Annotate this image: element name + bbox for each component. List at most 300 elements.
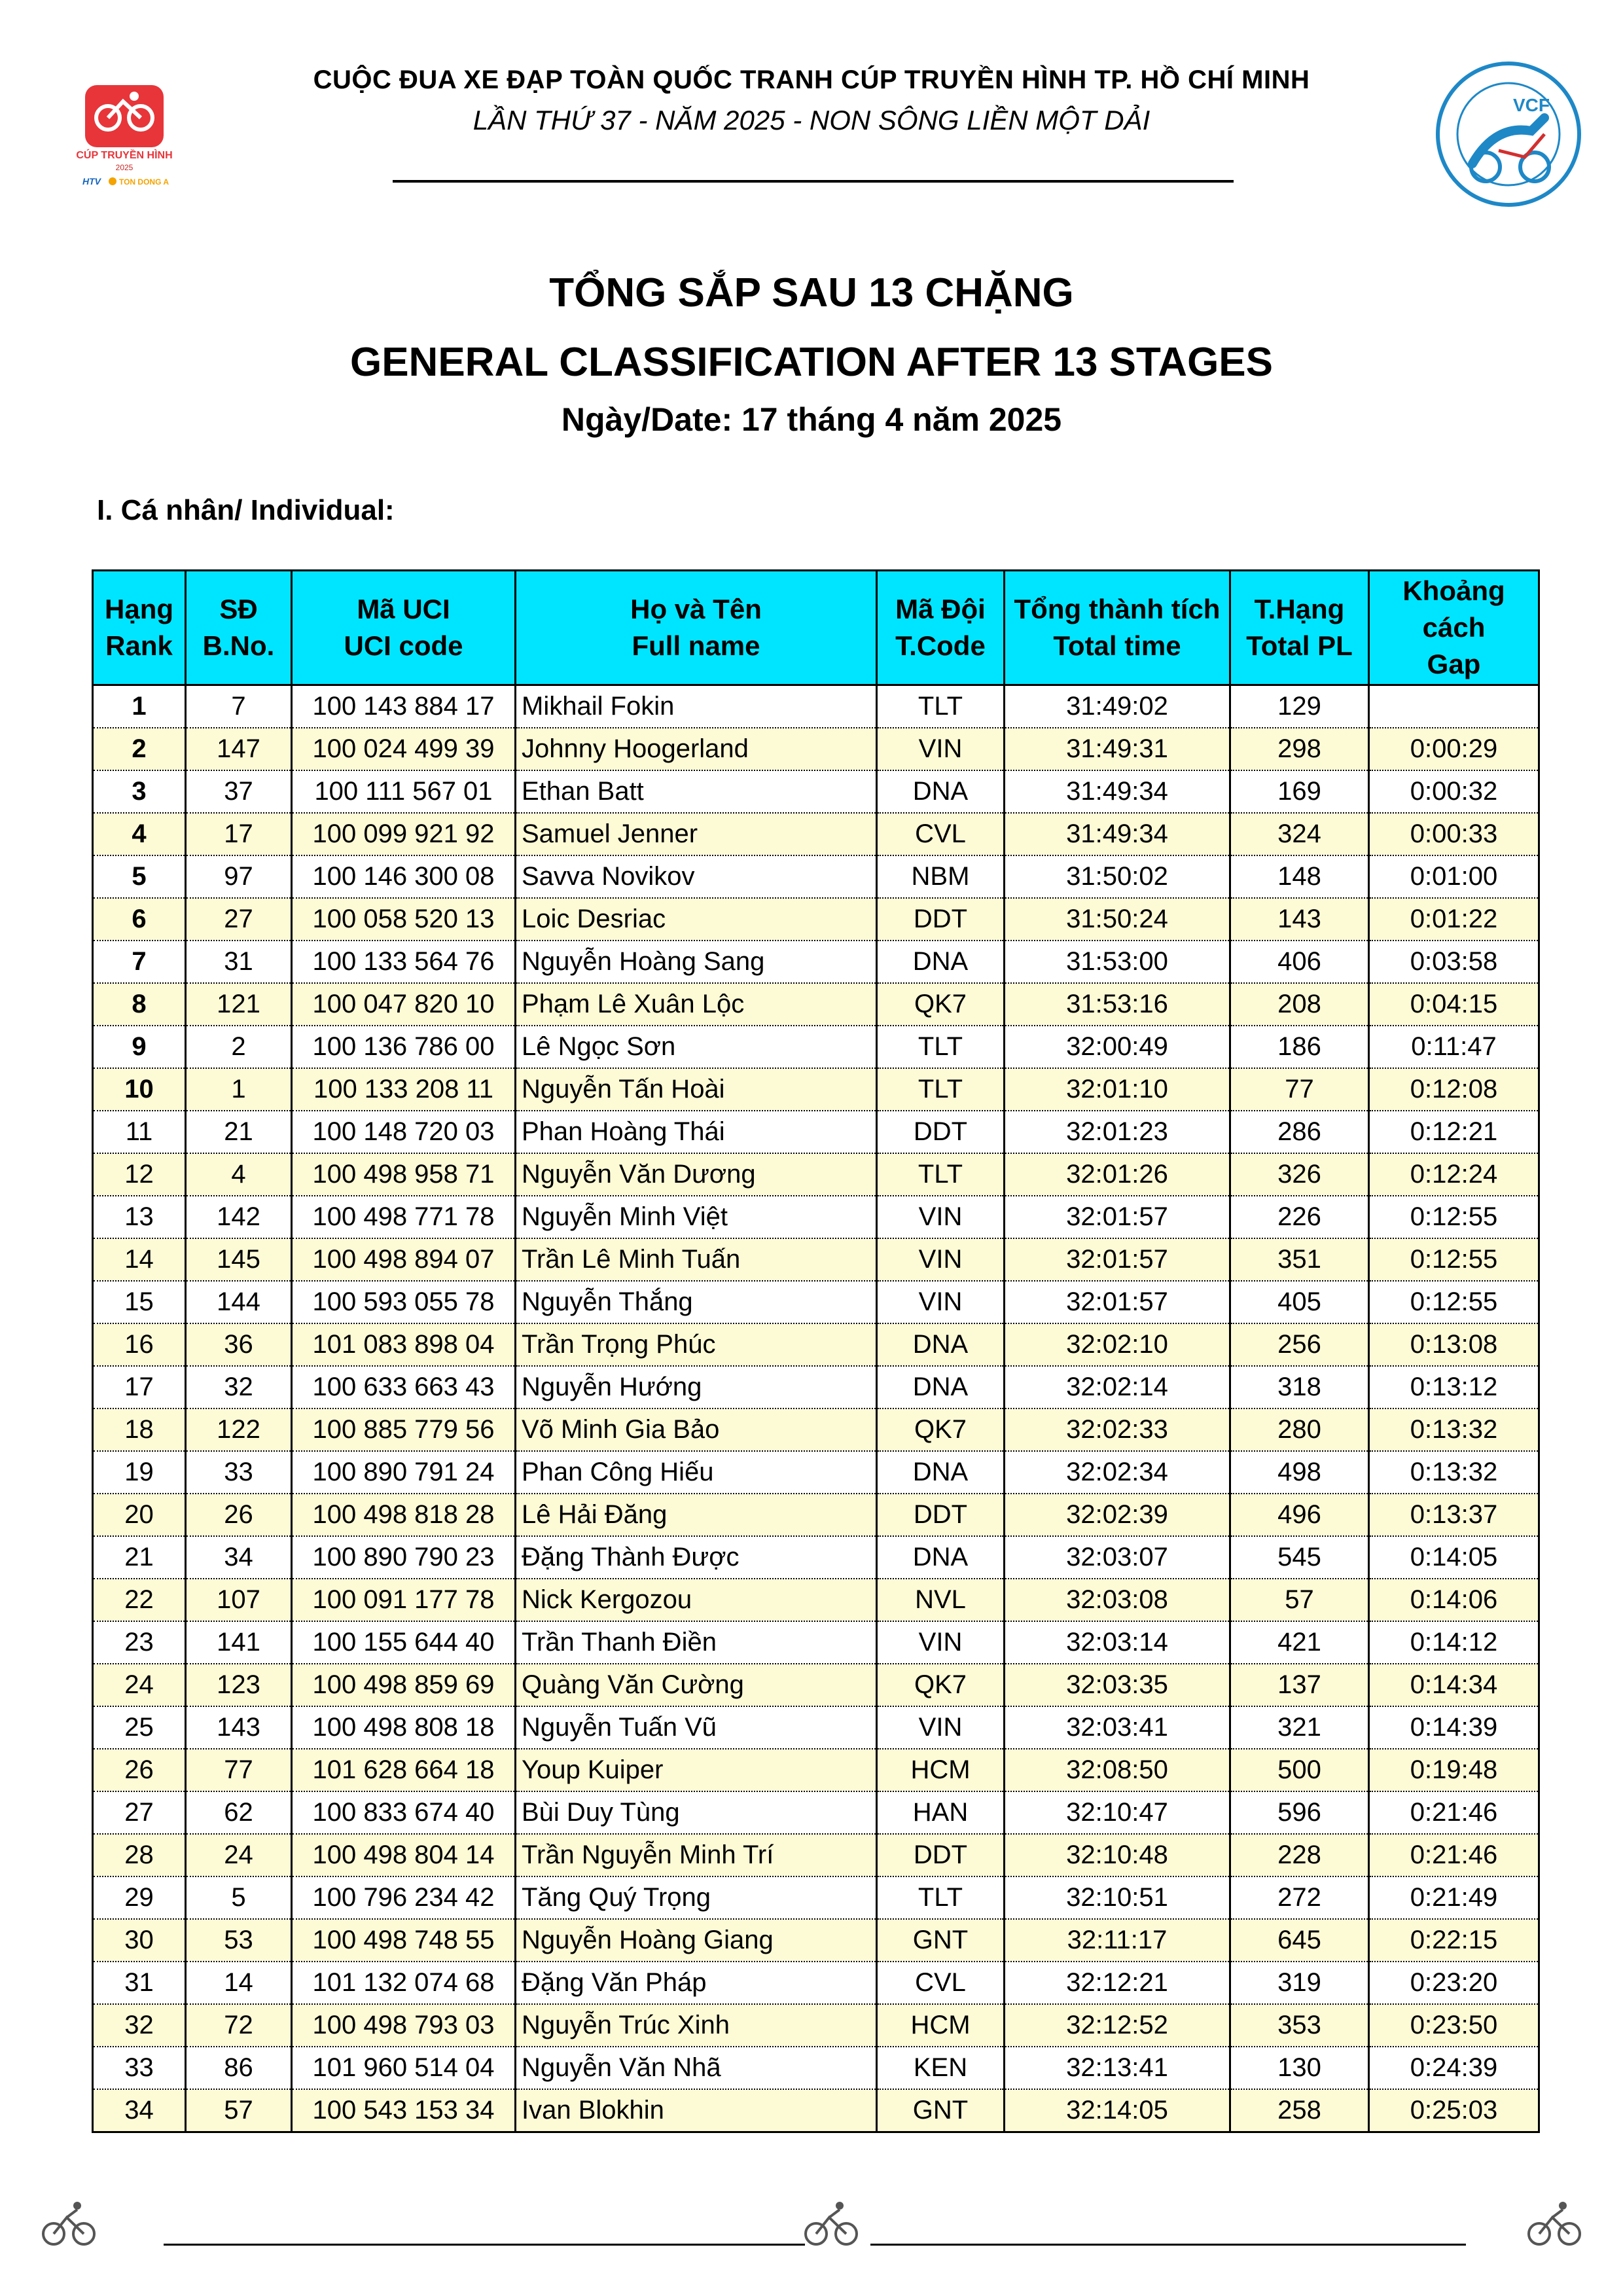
cell-total-time: 32:03:14 [1005,1621,1230,1664]
logo-text-htv: HTV [82,176,101,187]
cell-total-time: 32:10:47 [1005,1791,1230,1834]
cell-bib: 2 [186,1026,292,1068]
cell-full-name: Phạm Lê Xuân Lộc [516,983,877,1026]
cell-team-code: TLT [877,1876,1005,1919]
cell-full-name: Nguyễn Văn Dương [516,1153,877,1196]
vcf-logo-text: VCF [1513,95,1550,115]
table-row [93,1026,1539,1068]
column-header-total-time [1005,571,1230,685]
column-header-label-en: UCI code [344,630,463,661]
cell-full-name: Nguyễn Trúc Xinh [516,2004,877,2047]
cell-bib: 36 [186,1323,292,1366]
cell-uci-code: 100 498 771 78 [292,1196,516,1238]
cell-gap [1369,685,1539,728]
cell-uci-code: 100 146 300 08 [292,855,516,898]
table-row [93,1919,1539,1962]
cell-team-code: QK7 [877,1664,1005,1706]
cell-rank: 8 [93,983,186,1026]
table-row [93,1366,1539,1408]
cell-rank: 21 [93,1536,186,1579]
cell-full-name: Nick Kergozou [516,1579,877,1621]
cell-team-code: VIN [877,1621,1005,1664]
document-header [0,0,1623,196]
cell-bib: 107 [186,1579,292,1621]
cell-gap: 0:14:06 [1369,1579,1539,1621]
cell-uci-code: 100 133 564 76 [292,941,516,983]
cell-uci-code: 101 960 514 04 [292,2047,516,2089]
cell-total-pl: 500 [1230,1749,1369,1791]
footer-divider-right [870,2244,1466,2246]
cell-rank: 11 [93,1111,186,1153]
cell-total-pl: 351 [1230,1238,1369,1281]
cell-gap: 0:00:32 [1369,770,1539,813]
cell-team-code: DDT [877,898,1005,941]
cell-rank: 5 [93,855,186,898]
cell-uci-code: 100 498 859 69 [292,1664,516,1706]
cell-team-code: NVL [877,1579,1005,1621]
cell-total-pl: 228 [1230,1834,1369,1876]
cell-bib: 145 [186,1238,292,1281]
table-row [93,1494,1539,1536]
cell-full-name: Nguyễn Hướng [516,1366,877,1408]
cell-total-time: 32:01:23 [1005,1111,1230,1153]
cell-total-pl: 498 [1230,1451,1369,1494]
column-header-total-pl [1230,571,1369,685]
cell-gap: 0:14:05 [1369,1536,1539,1579]
cell-total-pl: 258 [1230,2089,1369,2132]
column-header-full-name [516,571,877,685]
cell-rank: 31 [93,1962,186,2004]
table-row [93,941,1539,983]
cell-bib: 27 [186,898,292,941]
table-row [93,1281,1539,1323]
cell-bib: 5 [186,1876,292,1919]
cell-gap: 0:21:46 [1369,1834,1539,1876]
cell-total-time: 31:49:34 [1005,813,1230,855]
cell-bib: 143 [186,1706,292,1749]
cell-rank: 17 [93,1366,186,1408]
cell-full-name: Trần Lê Minh Tuấn [516,1238,877,1281]
cell-rank: 26 [93,1749,186,1791]
cell-gap: 0:12:55 [1369,1281,1539,1323]
vcf-federation-logo-icon [1433,59,1584,209]
cell-team-code: DNA [877,1451,1005,1494]
cell-full-name: Đặng Thành Được [516,1536,877,1579]
cell-total-pl: 130 [1230,2047,1369,2089]
table-row [93,1749,1539,1791]
table-row [93,983,1539,1026]
cell-uci-code: 100 133 208 11 [292,1068,516,1111]
cell-gap: 0:12:55 [1369,1238,1539,1281]
cell-full-name: Samuel Jenner [516,813,877,855]
cell-total-pl: 353 [1230,2004,1369,2047]
cell-total-time: 32:10:51 [1005,1876,1230,1919]
cell-uci-code: 100 498 894 07 [292,1238,516,1281]
cell-team-code: TLT [877,685,1005,728]
cell-total-time: 31:50:24 [1005,898,1230,941]
cell-rank: 30 [93,1919,186,1962]
column-header-label-vn: SĐ [219,594,258,624]
cell-gap: 0:00:29 [1369,728,1539,770]
cell-total-time: 32:03:07 [1005,1536,1230,1579]
table-row [93,1196,1539,1238]
cell-bib: 72 [186,2004,292,2047]
cell-full-name: Nguyễn Tuấn Vũ [516,1706,877,1749]
cell-total-time: 31:53:00 [1005,941,1230,983]
cell-uci-code: 101 132 074 68 [292,1962,516,2004]
cell-total-time: 32:01:57 [1005,1281,1230,1323]
cell-rank: 6 [93,898,186,941]
cell-total-pl: 286 [1230,1111,1369,1153]
cell-rank: 2 [93,728,186,770]
logo-text-year: 2025 [115,163,134,172]
table-header-row [93,571,1539,685]
cell-rank: 18 [93,1408,186,1451]
cyclist-footer-icon [802,2198,861,2250]
cell-bib: 33 [186,1451,292,1494]
column-header-uci-code [292,571,516,685]
cell-uci-code: 100 498 793 03 [292,2004,516,2047]
cyclist-footer-icon [1525,2198,1584,2250]
cell-team-code: VIN [877,1196,1005,1238]
cell-total-time: 32:12:52 [1005,2004,1230,2047]
cell-total-pl: 57 [1230,1579,1369,1621]
header-divider [393,180,1234,183]
table-row [93,1153,1539,1196]
cell-bib: 97 [186,855,292,898]
cell-team-code: CVL [877,813,1005,855]
cell-gap: 0:21:46 [1369,1791,1539,1834]
cell-rank: 15 [93,1281,186,1323]
cell-gap: 0:19:48 [1369,1749,1539,1791]
column-header-label-en: Total time [1053,630,1181,661]
cell-team-code: VIN [877,1238,1005,1281]
cell-rank: 27 [93,1791,186,1834]
cell-full-name: Ivan Blokhin [516,2089,877,2132]
cell-gap: 0:03:58 [1369,941,1539,983]
cell-gap: 0:23:50 [1369,2004,1539,2047]
cell-full-name: Loic Desriac [516,898,877,941]
cell-total-pl: 645 [1230,1919,1369,1962]
cell-full-name: Johnny Hoogerland [516,728,877,770]
cell-total-time: 32:01:10 [1005,1068,1230,1111]
cell-total-pl: 129 [1230,685,1369,728]
cell-full-name: Savva Novikov [516,855,877,898]
cell-gap: 0:13:32 [1369,1408,1539,1451]
cell-gap: 0:25:03 [1369,2089,1539,2132]
table-body [93,685,1539,2132]
cell-gap: 0:12:55 [1369,1196,1539,1238]
cell-full-name: Trần Nguyễn Minh Trí [516,1834,877,1876]
cell-gap: 0:22:15 [1369,1919,1539,1962]
cell-gap: 0:12:21 [1369,1111,1539,1153]
cell-gap: 0:14:39 [1369,1706,1539,1749]
cell-uci-code: 100 058 520 13 [292,898,516,941]
column-header-label-vn: Hạng [105,594,173,624]
cell-team-code: GNT [877,1919,1005,1962]
cell-uci-code: 100 091 177 78 [292,1579,516,1621]
cell-rank: 16 [93,1323,186,1366]
cyclist-footer-icon [39,2198,98,2250]
cell-uci-code: 100 136 786 00 [292,1026,516,1068]
cell-total-time: 32:14:05 [1005,2089,1230,2132]
logo-text-main: CÚP TRUYỀN HÌNH [76,150,173,161]
cell-gap: 0:23:20 [1369,1962,1539,2004]
cell-total-pl: 421 [1230,1621,1369,1664]
table-row [93,1579,1539,1621]
cell-total-pl: 272 [1230,1876,1369,1919]
cell-gap: 0:13:08 [1369,1323,1539,1366]
cell-bib: 4 [186,1153,292,1196]
column-header-label-vn: Họ và Tên [630,594,762,624]
cup-television-logo-icon [72,79,177,190]
cell-total-pl: 226 [1230,1196,1369,1238]
table-row [93,813,1539,855]
cell-team-code: HCM [877,2004,1005,2047]
cell-full-name: Phan Hoàng Thái [516,1111,877,1153]
cell-team-code: DDT [877,1111,1005,1153]
cell-total-pl: 596 [1230,1791,1369,1834]
cell-rank: 22 [93,1579,186,1621]
cell-team-code: TLT [877,1153,1005,1196]
cell-full-name: Đặng Văn Pháp [516,1962,877,2004]
table-row [93,685,1539,728]
cell-bib: 32 [186,1366,292,1408]
cell-full-name: Võ Minh Gia Bảo [516,1408,877,1451]
table-row [93,1962,1539,2004]
cell-full-name: Nguyễn Văn Nhã [516,2047,877,2089]
cell-rank: 33 [93,2047,186,2089]
cell-rank: 25 [93,1706,186,1749]
organizer-title: CUỘC ĐUA XE ĐẠP TOÀN QUỐC TRANH CÚP TRUYỀN HÌNH TP. HỒ CHÍ MINH [313,65,1310,94]
cell-rank: 7 [93,941,186,983]
column-header-label-en: Full name [632,630,760,661]
cell-total-pl: 143 [1230,898,1369,941]
cell-total-pl: 406 [1230,941,1369,983]
cell-full-name: Trần Thanh Điền [516,1621,877,1664]
table-row [93,2004,1539,2047]
cell-rank: 13 [93,1196,186,1238]
cell-total-time: 32:11:17 [1005,1919,1230,1962]
cell-team-code: DNA [877,1323,1005,1366]
cell-bib: 77 [186,1749,292,1791]
cell-gap: 0:13:12 [1369,1366,1539,1408]
cell-uci-code: 100 633 663 43 [292,1366,516,1408]
column-header-gap [1369,571,1539,685]
cell-uci-code: 100 148 720 03 [292,1111,516,1153]
cell-full-name: Lê Hải Đăng [516,1494,877,1536]
column-header-label-en: T.Code [895,630,986,661]
cell-full-name: Phan Công Hiếu [516,1451,877,1494]
cell-rank: 20 [93,1494,186,1536]
table-row [93,1111,1539,1153]
column-header-team-code [877,571,1005,685]
cell-full-name: Youp Kuiper [516,1749,877,1791]
cell-rank: 28 [93,1834,186,1876]
cell-bib: 1 [186,1068,292,1111]
cell-bib: 17 [186,813,292,855]
cell-team-code: VIN [877,1706,1005,1749]
cell-full-name: Nguyễn Thắng [516,1281,877,1323]
cell-rank: 32 [93,2004,186,2047]
cell-rank: 12 [93,1153,186,1196]
cell-team-code: DNA [877,1366,1005,1408]
cell-team-code: GNT [877,2089,1005,2132]
cell-bib: 24 [186,1834,292,1876]
table-row [93,1706,1539,1749]
cell-gap: 0:11:47 [1369,1026,1539,1068]
column-header-label-en: Total PL [1246,630,1353,661]
cell-gap: 0:04:15 [1369,983,1539,1026]
cell-rank: 29 [93,1876,186,1919]
column-header-bib [186,571,292,685]
cell-uci-code: 100 498 804 14 [292,1834,516,1876]
cell-gap: 0:13:32 [1369,1451,1539,1494]
cell-total-time: 31:53:16 [1005,983,1230,1026]
cell-gap: 0:12:24 [1369,1153,1539,1196]
table-row [93,1664,1539,1706]
cell-uci-code: 100 890 790 23 [292,1536,516,1579]
cell-rank: 1 [93,685,186,728]
cell-total-time: 32:01:57 [1005,1238,1230,1281]
cell-bib: 121 [186,983,292,1026]
cell-rank: 14 [93,1238,186,1281]
cell-bib: 123 [186,1664,292,1706]
cell-full-name: Lê Ngọc Sơn [516,1026,877,1068]
cell-team-code: DNA [877,770,1005,813]
cell-gap: 0:01:22 [1369,898,1539,941]
cell-team-code: NBM [877,855,1005,898]
cell-total-pl: 318 [1230,1366,1369,1408]
cell-bib: 53 [186,1919,292,1962]
cell-team-code: QK7 [877,1408,1005,1451]
classification-title-vn: TỔNG SẮP SAU 13 CHẶNG [549,270,1074,315]
cell-total-time: 32:02:34 [1005,1451,1230,1494]
cell-uci-code: 100 885 779 56 [292,1408,516,1451]
cell-uci-code: 100 024 499 39 [292,728,516,770]
column-header-label-vn: Mã Đội [895,594,986,624]
table-row [93,2089,1539,2132]
cell-total-pl: 148 [1230,855,1369,898]
cell-total-pl: 280 [1230,1408,1369,1451]
cell-full-name: Tăng Quý Trọng [516,1876,877,1919]
cell-team-code: HAN [877,1791,1005,1834]
cell-total-pl: 298 [1230,728,1369,770]
cell-total-pl: 319 [1230,1962,1369,2004]
cell-total-pl: 405 [1230,1281,1369,1323]
column-header-label-vn: Mã UCI [357,594,450,624]
cell-bib: 142 [186,1196,292,1238]
cell-total-time: 32:13:41 [1005,2047,1230,2089]
cell-uci-code: 100 543 153 34 [292,2089,516,2132]
cell-full-name: Nguyễn Hoàng Sang [516,941,877,983]
table-row [93,1323,1539,1366]
cell-rank: 3 [93,770,186,813]
column-header-rank [93,571,186,685]
column-header-label-en: Rank [105,630,173,661]
cell-uci-code: 100 047 820 10 [292,983,516,1026]
cell-gap: 0:24:39 [1369,2047,1539,2089]
classification-title-en: GENERAL CLASSIFICATION AFTER 13 STAGES [349,340,1274,385]
cell-gap: 0:13:37 [1369,1494,1539,1536]
cell-total-pl: 496 [1230,1494,1369,1536]
cell-rank: 9 [93,1026,186,1068]
cell-bib: 26 [186,1494,292,1536]
table-row [93,1238,1539,1281]
cell-gap: 0:14:34 [1369,1664,1539,1706]
cell-full-name: Nguyễn Hoàng Giang [516,1919,877,1962]
table-row [93,1451,1539,1494]
cell-bib: 141 [186,1621,292,1664]
table-row [93,1536,1539,1579]
cell-total-time: 32:08:50 [1005,1749,1230,1791]
cell-uci-code: 101 628 664 18 [292,1749,516,1791]
cell-bib: 86 [186,2047,292,2089]
logo-text-sponsor: TON DONG A [118,177,169,187]
cell-full-name: Bùi Duy Tùng [516,1791,877,1834]
cell-total-pl: 324 [1230,813,1369,855]
column-header-label-en: B.No. [202,630,275,661]
table-row [93,1068,1539,1111]
cell-total-pl: 326 [1230,1153,1369,1196]
cell-bib: 14 [186,1962,292,2004]
column-header-label-vn: Tổng thành tích [1014,594,1221,624]
table-row [93,855,1539,898]
cell-team-code: DDT [877,1834,1005,1876]
cell-total-pl: 545 [1230,1536,1369,1579]
cell-uci-code: 100 833 674 40 [292,1791,516,1834]
cell-bib: 31 [186,941,292,983]
cell-rank: 10 [93,1068,186,1111]
organizer-subtitle: LẦN THỨ 37 - NĂM 2025 - NON SÔNG LIỀN MỘT DẢI [473,105,1150,135]
cell-total-time: 32:02:33 [1005,1408,1230,1451]
general-classification-table [92,569,1540,2133]
cell-team-code: DNA [877,941,1005,983]
cell-total-time: 31:49:34 [1005,770,1230,813]
table-row [93,1834,1539,1876]
cell-gap: 0:21:49 [1369,1876,1539,1919]
cell-team-code: HCM [877,1749,1005,1791]
cell-full-name: Quàng Văn Cường [516,1664,877,1706]
table-row [93,1621,1539,1664]
column-header-label-vn: Khoảng cách [1402,575,1505,643]
cell-bib: 34 [186,1536,292,1579]
column-header-label-en: Gap [1427,649,1481,679]
cell-uci-code: 100 498 808 18 [292,1706,516,1749]
cell-team-code: TLT [877,1068,1005,1111]
cell-total-time: 32:03:08 [1005,1579,1230,1621]
cell-uci-code: 101 083 898 04 [292,1323,516,1366]
cell-full-name: Nguyễn Minh Việt [516,1196,877,1238]
cell-total-time: 31:49:31 [1005,728,1230,770]
cell-total-time: 32:00:49 [1005,1026,1230,1068]
cell-rank: 19 [93,1451,186,1494]
cell-total-pl: 137 [1230,1664,1369,1706]
cell-rank: 23 [93,1621,186,1664]
cell-total-time: 32:03:35 [1005,1664,1230,1706]
column-header-label-vn: T.Hạng [1254,594,1345,624]
cell-total-time: 32:10:48 [1005,1834,1230,1876]
cell-gap: 0:00:33 [1369,813,1539,855]
cell-total-pl: 208 [1230,983,1369,1026]
cell-total-pl: 321 [1230,1706,1369,1749]
table-row [93,1791,1539,1834]
cell-total-time: 32:03:41 [1005,1706,1230,1749]
cell-rank: 4 [93,813,186,855]
cell-team-code: DNA [877,1536,1005,1579]
table-row [93,1876,1539,1919]
cell-total-time: 31:49:02 [1005,685,1230,728]
